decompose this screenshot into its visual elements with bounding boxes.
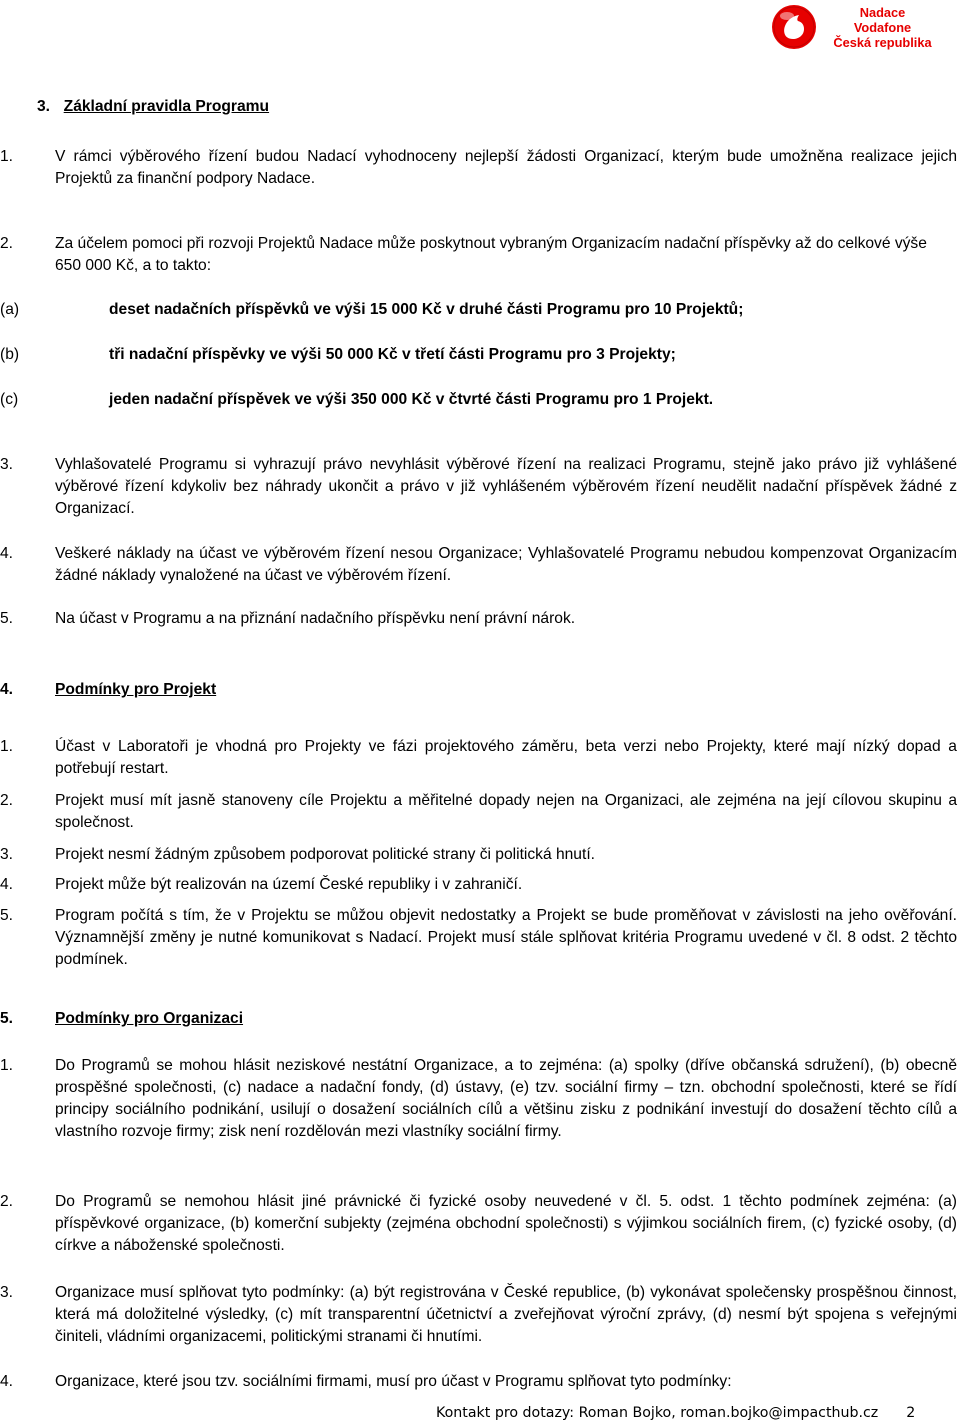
item-number: 4. — [0, 545, 14, 562]
item-text: Program počítá s tím, že v Projektu se můžou objevit nedostatky a Projekt se bude proměňovat v závislosti na jeho ověřování. Významnější změny je nutné komunikovat s Nadací. Projekt musí stále splňovat kritéria Programu uvedené v čl. 8 odst. 2 těchto podmínek. — [55, 907, 957, 968]
item-text: Veškeré náklady na účast ve výběrovém řízení nesou Organizace; Vyhlašovatelé Programu nebudou kompenzovat Organizacím žádné náklady vynaložené na účast ve výběrovém řízení. — [55, 545, 957, 584]
item-number: 3. — [0, 456, 14, 473]
sub-item-text: deset nadačních příspěvků ve výši 15 000 Kč v druhé části Programu pro 10 Projektů; — [109, 301, 744, 318]
sub-item-label: (a) — [0, 301, 20, 318]
item-number: 5. — [0, 907, 14, 924]
section-title: Podmínky pro Organizaci — [55, 1010, 244, 1027]
page-footer — [436, 1403, 915, 1423]
section-3-heading — [37, 96, 269, 118]
sub-item-text: tři nadační příspěvky ve výši 50 000 Kč v třetí části Programu pro 3 Projekty; — [109, 346, 676, 363]
item-number: 3. — [0, 1284, 14, 1301]
footer-contact: Kontakt pro dotazy: Roman Bojko, roman.bojko@impacthub.cz — [436, 1405, 879, 1421]
sub-item-label: (b) — [0, 346, 20, 363]
item-text: Účast v Laboratoři je vhodná pro Projekty ve fázi projektového záměru, beta verzi nebo Projekty, které mají nízký dopad a potřebují restart. — [55, 738, 957, 777]
item-text: Projekt může být realizován na území České republiky i v zahraničí. — [55, 876, 523, 893]
section-title: Podmínky pro Projekt — [55, 681, 217, 698]
item-number: 2. — [0, 1193, 14, 1210]
section-number: 5. — [0, 1010, 14, 1027]
item-text: Vyhlašovatelé Programu si vyhrazují právo nevyhlásit výběrové řízení na realizaci Programu, stejně jako právo již vyhlášené výběrové řízení kdykoliv bez náhrady ukončit a právo v již vyhlášeném výběrovém řízení neudělit nadační příspěvek žádné z Organizací. — [55, 456, 957, 517]
item-text: Na účast v Programu a na přiznání nadačního příspěvku není právní nárok. — [55, 610, 576, 627]
logo-line-3: Česká republika — [833, 35, 932, 50]
sub-item-label: (c) — [0, 391, 19, 408]
section-5-heading — [0, 1008, 243, 1030]
logo-line-2: Vodafone — [853, 20, 912, 35]
item-number: 3. — [0, 846, 14, 863]
item-text: Projekt musí mít jasně stanoveny cíle Projektu a měřitelné dopady nejen na Organizaci, ale zejména na její cílovou skupinu a společnost. — [55, 792, 957, 831]
item-number: 1. — [0, 148, 14, 165]
item-number: 5. — [0, 610, 14, 627]
item-number: 2. — [0, 792, 14, 809]
section-4-heading — [0, 679, 216, 701]
nadace-vodafone-logo — [771, 4, 941, 52]
page-number: 2 — [906, 1405, 916, 1421]
vodafone-speechmark-icon — [771, 4, 817, 50]
section-number: 3. — [37, 98, 51, 115]
item-number: 4. — [0, 876, 14, 893]
item-text: Do Programů se mohou hlásit neziskové nestátní Organizace, a to zejména: (a) spolky (dříve občanská sdružení), (b) obecně prospěšné společnosti, (c) nadace a nadační fondy, (d) ústavy, (e) tzv. sociální firmy – tzn. obchodní společnosti, které se řídí principy sociálního podnikání, usilují o dosažení sociálních cílů a většinu zisku z podnikání investují do dosažení těchto cílů a vlastního rozvoje firmy; zisk není rozdělován mezi vlastníky sociální firmy. — [55, 1057, 957, 1140]
item-text: Organizace, které jsou tzv. sociálními firmami, musí pro účast v Programu splňovat tyto podmínky: — [55, 1373, 732, 1390]
section-number: 4. — [0, 681, 14, 698]
item-text: Organizace musí splňovat tyto podmínky: (a) být registrována v České republice, (b) vykonávat společensky prospěšnou činnost, která má doložitelné výsledky, (c) mít transparentní účetnictví a zveřejňovat výroční zprávy, (d) nesmí být spojena s veřejnými činiteli, vládními organizacemi, politickými stranami či hnutími. — [55, 1284, 957, 1345]
item-number: 4. — [0, 1373, 14, 1390]
logo-line-1: Nadace — [859, 5, 906, 20]
item-number: 2. — [0, 235, 14, 252]
item-text: Za účelem pomoci při rozvoji Projektů Nadace může poskytnout vybraným Organizacím nadační příspěvky až do celkové výše 650 000 Kč, a to takto: — [55, 235, 927, 274]
logo-text — [824, 5, 941, 50]
item-text: V rámci výběrového řízení budou Nadací vyhodnoceny nejlepší žádosti Organizací, kterým bude umožněna realizace jejich Projektů za finanční podpory Nadace. — [55, 148, 957, 187]
item-number: 1. — [0, 1057, 14, 1074]
item-text: Do Programů se nemohou hlásit jiné právnické či fyzické osoby neuvedené v čl. 5. odst. 1 těchto podmínek zejména: (a) příspěvkové organizace, (b) komerční subjekty (zejména obchodní společnosti) s výjimkou sociálních firem, (c) fyzické osoby, (d) církve a náboženské společnosti. — [55, 1193, 957, 1254]
item-text: Projekt nesmí žádným způsobem podporovat politické strany či politická hnutí. — [55, 846, 595, 863]
section-title: Základní pravidla Programu — [63, 98, 270, 115]
sub-item-text: jeden nadační příspěvek ve výši 350 000 Kč v čtvrté části Programu pro 1 Projekt. — [109, 391, 714, 408]
item-number: 1. — [0, 738, 14, 755]
